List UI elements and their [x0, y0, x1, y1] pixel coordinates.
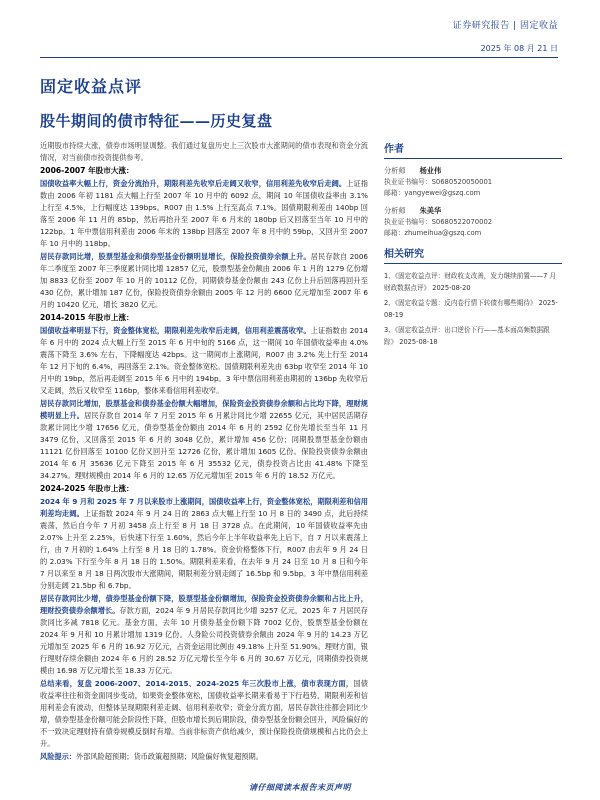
report-header — [453, 18, 558, 54]
risk-warning — [40, 751, 368, 760]
paragraph-text: 上证指数由 2006 年初 1181 点大幅上行至 2007 年 10 月中的 6092 点，期间 10 年国债收益率由 3.1% 上行至 4.5%，上行幅度达 139bps。R007 由 1.5% 上行至高点 7.1%。国债期限利差由 140bp 回落至 2006 年 11 月的 85bp，然后再抬升至 2007 年 6 月末的 180bp 后又回落至当年 10 月中的 122bp。1 年中票信用利差由 2006 年末的 138bp 回落至 2007 年 8 月中的 59bp，又回升至 2007 年 10 月中的 118bp。 — [40, 179, 368, 248]
sidebar — [384, 140, 562, 351]
related-research-link[interactable] — [384, 270, 562, 294]
section-heading-2006: 2006-2007 年股市大涨： — [40, 166, 134, 175]
paragraph-2014-rates — [40, 325, 368, 397]
analyst-card — [384, 165, 562, 199]
risk-text: 外部风险超预期；货币政策超预期；风险偏好恢复超预期。 — [75, 752, 263, 760]
analyst-cert: 执业证书编号：S0680520050001 — [384, 178, 493, 186]
paragraph-text: 上证指数由 2014 年 6 月中的 2024 点大幅上行至 2015 年 6 月中旬的 5166 点，这一期间 10 年国债收益率由 4.0% 震荡下降至 3.6% 左右，下降幅度达 42bps。这一期间市上涨期间，R007 由 3.2% 先上行至 2014 年 12 月下旬的 6.4%，再回落至 2.1%。资金整体宽松。国债期限利差先由 63bp 收窄至 2014 年 10 月中的 19bp，然后再走阔至 2015 年 6 月中的 194bp。3 年中票信用利差由期初的 136bp 先收窄后又走阔，然后又收窄至 116bp，整体来看信用利差收窄。 — [40, 326, 368, 395]
paragraph-text: 国债收益率往往和资金面同步变动，如果资金整体宽松，国债收益率长期来看易于下行趋势，期限利差和信用利差会有波动，但整体呈现期限利差走阔、信用利差收窄；资金分流方面，居民存款往往都会同比少增，债券型基金份额可能会阶段性下降，但股市增长到后期阶段，债券型基金份额会回升，风险偏好的不一致决定理财持有债券规模反倒时有增。当前非标资产供给减少，预计保险投资债规模和占比仍会上升。 — [40, 679, 368, 748]
analyst-name-row — [384, 165, 562, 177]
paragraph-text: 居民存款自 2014 年 7 月至 2015 年 6 月累计同比少增 22655 亿元，其中居民活期存款累计同比少增 17656 亿元，债券型基金份额由 2014 年 6 月的 2592 亿份先增长至当年 11 月 3479 亿份，又回落至 2015 年 6 月的 3048 亿份，累计增加 456 亿份；同期股票型基金份额由 11121 亿份回落至 10100 亿份又回升至 12726 亿份，累计增加 1605 亿份。保险投资债券余额由 2014 年 6 月 35636 亿元下降至 2015 年 6 月 35532 亿元，债券投资占比由 41.48% 下降至 34.27%。理财规模由 2014 年 6 月的 12.65 万亿元增加至 2015 年 6 月的 18.52 万亿元。 — [40, 411, 368, 480]
analyst-email[interactable]: 邮箱：yangyewei@gszq.com — [384, 189, 481, 197]
paragraph-2014-flows — [40, 398, 368, 482]
footer-disclaimer: 请仔细阅读本报告末页声明 — [249, 783, 351, 792]
analyst-name: 朱美华 — [419, 206, 442, 215]
paragraph-2006-rates — [40, 178, 368, 250]
analyst-cert: 执业证书编号：S0680522070002 — [384, 218, 493, 226]
paragraph-text: 居民存款自 2006 年二季度至 2007 年三季度累计同比增 12857 亿元，股票型基金份额由 2006 年 1 月的 1279 亿份增加 8833 亿份至 2007 年 10 月的 10112 亿份，同期债券基金份额由 243 亿份上升后回落再回升至 430 亿份，累计增加 187 亿份，保险投资债券余额由 2005 年 12 月的 6600 亿元增加至 2007 年 6 月的 10420 亿元，增长 3820 亿元。 — [40, 252, 368, 309]
analyst-name-row — [384, 205, 562, 217]
analyst-role: 分析师 — [384, 166, 406, 175]
lead-sentence: 居民存款同比增，股票型基金和债券型基金份额明显增长，保险投资债券余额上升。 — [40, 252, 311, 261]
authors-heading: 作者 — [384, 140, 562, 159]
related-research-text[interactable]: 3、《固定收益点评：出口逆价下行——基本面高频数据跟踪》 2025-08-18 — [384, 326, 550, 346]
risk-label: 风险提示： — [40, 752, 76, 760]
analyst-card — [384, 205, 562, 239]
analyst-email[interactable]: 邮箱：zhumeihua@gszq.com — [384, 229, 482, 237]
report-title: 股牛期间的债市特征——历史复盘 — [40, 112, 273, 130]
related-research-text[interactable]: 1、《固定收益点评：财政收支改善，发力继续前置——7 月财政数据点评》 2025-08-20 — [384, 272, 557, 292]
paragraph-2006-flows — [40, 251, 368, 311]
header-divider — [40, 57, 558, 58]
category-title: 固定收益点评 — [40, 77, 143, 96]
section-heading-2024: 2024-2025 年股市上涨： — [40, 484, 134, 493]
report-type: 证券研究报告 | 固定收益 — [452, 21, 558, 31]
lead-sentence: 2024 年 9 月和 2025 年 7 月以来股市上涨期间，国债收益率上行，资金整体宽松，期限利差和信用利差均走阔。 — [40, 497, 368, 518]
related-research-link[interactable] — [384, 324, 562, 348]
summary-paragraph — [40, 678, 368, 750]
analyst-name: 杨业伟 — [419, 166, 442, 175]
report-body — [40, 140, 368, 760]
related-research-heading: 相关研究 — [384, 245, 562, 264]
related-research-link[interactable] — [384, 297, 562, 321]
paragraph-2024-flows — [40, 593, 368, 677]
report-date: 2025 年 08 月 21 日 — [480, 44, 558, 53]
paragraph-text: 上证指数 2024 年 9 月 24 日的 2863 点大幅上行至 10 月 8 日的 3490 点，此后持续震荡，然后自今年 7 月初 3458 点上行至 8 月 18 日 3728 点。在此期间，10 年国债收益率先由 2.07% 上升至 2.25%，后快速下行至 1.60%，然后今年上半年收益率先上后下，自 7 月以来震荡上行，由 7 月初的 1.64% 上行至 8 月 18 日的 1.78%。资金价格整体下行，R007 由去年 9 月 24 日的 2.03% 下行至今年 8 月 18 日的 1.50%。期限利差来看，在去年 9 月 24 日至 10 月 8 日和今年 7 月以来至 8 月 18 日两次股市大涨期间，期限利差分别走阔了 16.5bp 和 9.5bp。3 年中票信用利差分别走阔 21.5bp 和 6.7bp。 — [40, 509, 368, 590]
paragraph-text: 存款方面，2024 年 9 月居民存款同比少增 3257 亿元，2025 年 7 月居民存款同比多减 7818 亿元。基金方面，去年 10 月债券基金份额下降 7002 亿份，股票型基金份额在 2024 年 9 月和 10 月累计增加 1319 亿份。人身险公司投资债券余额由 2024 年 9 月的 14.23 万亿元增加至 2025 年 6 月的 16.92 万亿元，占资金运用比例由 49.18% 上升至 51.90%。理财方面，银行理财存续余额由 2024 年 6 月的 28.52 万亿元增长至今年 6 月的 30.67 万亿元，同期债券投资规模由 16.98 万亿元增长至 18.33 万亿元。 — [40, 606, 368, 675]
section-heading-2014: 2014-2015 年股市上涨： — [40, 313, 134, 322]
lead-sentence: 居民存款同比增加，股票基金和债券基金份额大幅增加，保险资金投资债券余额和占比均下降，理财规模明显上升。 — [40, 399, 368, 420]
lead-sentence: 居民存款同比少增，债券型基金份额下降，股票型基金份额增加，保险资金投资债券余额和占比上升，理财投资债券余额增长。 — [40, 594, 368, 615]
analyst-role: 分析师 — [384, 206, 406, 215]
paragraph-2024-rates — [40, 496, 368, 592]
lead-sentence: 国债收益率明显下行，资金整体宽松，期限利差先收窄后走阔，信用利差震荡收窄。 — [40, 326, 311, 335]
related-research-text[interactable]: 2、《固定收益专题：反内卷行情下转债有哪些期待》 2025-08-19 — [384, 299, 558, 319]
lead-sentence: 总结来看，复盘 2006-2007、2014-2015、2024-2025 年三次股市上涨，债市表现方面， — [40, 679, 354, 688]
lead-sentence: 国债收益率大幅上行，资金分流抬升，期限利差先收窄后走阔又收窄，信用利差先收窄后走阔。 — [40, 179, 347, 188]
intro-paragraph: 近期股市持续大涨，债券市场明显调整。我们通过复盘历史上三次股市大涨期间的债市表现和资金分流情况，对当前债市投资提供参考。 — [40, 141, 368, 162]
